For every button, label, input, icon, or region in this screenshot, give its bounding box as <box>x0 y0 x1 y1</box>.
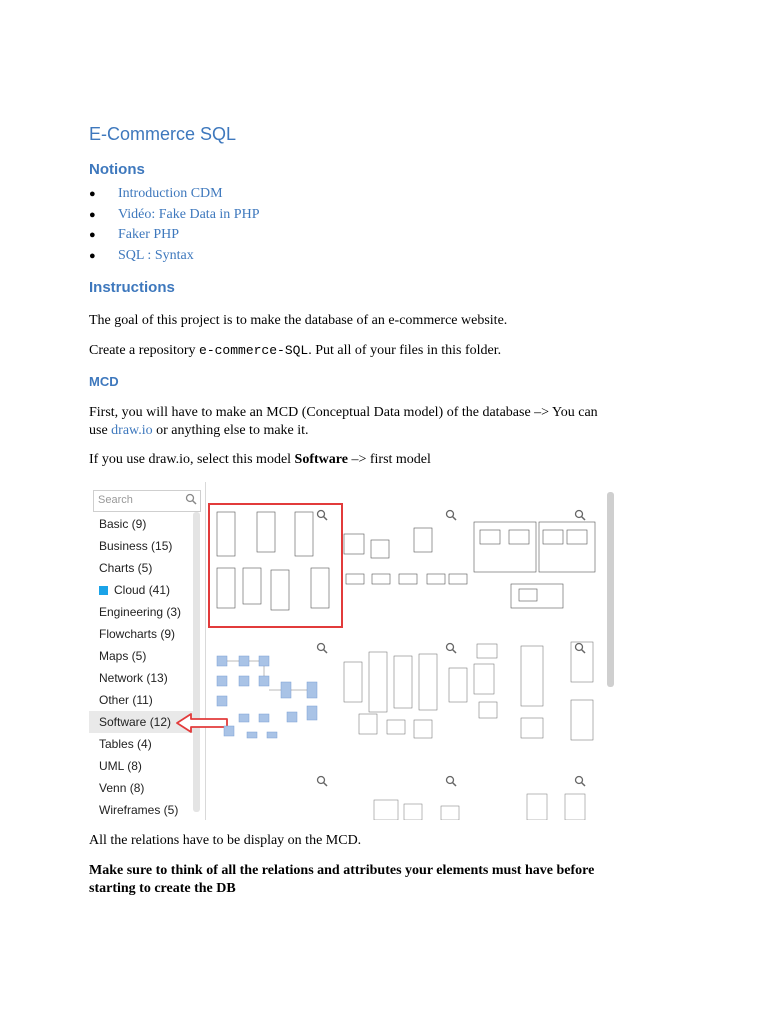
notion-link[interactable]: Faker PHP <box>118 227 180 242</box>
preview-icon[interactable] <box>316 775 328 787</box>
selected-template-highlight <box>208 503 343 628</box>
category-item[interactable]: UML (8) <box>99 759 142 773</box>
text-line <box>89 422 689 440</box>
bullet-icon: ● <box>89 249 96 262</box>
notion-link[interactable]: SQL : Syntax <box>118 247 194 263</box>
text-line: Make sure to think of all the relations and attributes your elements must have before <box>89 863 595 878</box>
text-line: First, you will have to make an MCD (Conceptual Data model) of the database –> You can <box>89 405 598 420</box>
category-item[interactable]: Maps (5) <box>99 649 147 663</box>
sidebar-scrollbar[interactable] <box>193 512 200 812</box>
preview-icon[interactable] <box>316 509 328 521</box>
category-item[interactable]: Engineering (3) <box>99 605 182 619</box>
drawio-link[interactable]: draw.io <box>111 423 153 438</box>
list-item <box>89 184 259 205</box>
bullet-icon: ● <box>89 229 96 241</box>
notion-link[interactable]: Introduction CDM <box>118 186 223 201</box>
category-item[interactable]: Wireframes (5) <box>99 803 179 817</box>
text-line: starting to create the DB <box>89 881 236 896</box>
category-item[interactable] <box>89 579 193 601</box>
search-input[interactable] <box>93 490 201 512</box>
repo-name-code: e-commerce-SQL <box>199 343 309 358</box>
category-item[interactable]: Business (15) <box>99 539 173 553</box>
template-sidebar <box>89 482 206 820</box>
text-span: use <box>89 423 112 438</box>
text-span: Create a repository <box>89 343 200 358</box>
mcd-paragraph-1 <box>89 404 689 440</box>
text-span: or anything else to make it. <box>152 423 309 438</box>
mcd-paragraph-2 <box>89 451 689 469</box>
category-list <box>89 513 193 820</box>
closing-paragraph-2 <box>89 862 689 898</box>
search-placeholder: Search <box>98 494 133 506</box>
category-item[interactable]: Basic (9) <box>99 517 147 531</box>
drawio-template-screenshot <box>89 482 617 820</box>
search-icon <box>185 493 197 505</box>
cloud-icon <box>99 586 108 595</box>
list-item <box>89 225 259 246</box>
software-bold: Software <box>294 452 348 467</box>
bullet-icon: ● <box>89 208 96 221</box>
list-item <box>89 246 259 267</box>
preview-icon[interactable] <box>445 775 457 787</box>
notion-link[interactable]: Vidéo: Fake Data in PHP <box>118 206 260 222</box>
category-item[interactable]: Tables (4) <box>99 737 152 751</box>
instructions-heading: Instructions <box>89 279 175 296</box>
preview-icon[interactable] <box>445 642 457 654</box>
instructions-paragraph-2 <box>89 342 689 360</box>
page-title: E-Commerce SQL <box>89 124 237 144</box>
instructions-paragraph-1: The goal of this project is to make the database of an e-commerce website. <box>89 313 508 328</box>
preview-icon[interactable] <box>574 775 586 787</box>
text-span: . Put all of your files in this folder. <box>308 343 502 358</box>
category-item[interactable]: Flowcharts (9) <box>99 627 176 641</box>
category-item[interactable]: Other (11) <box>99 693 153 707</box>
bullet-icon: ● <box>89 188 96 200</box>
closing-paragraph-1: All the relations have to be display on the MCD. <box>89 833 362 848</box>
category-item[interactable]: Charts (5) <box>99 561 153 575</box>
text-span: –> first model <box>347 452 431 467</box>
preview-icon[interactable] <box>574 642 586 654</box>
mcd-heading: MCD <box>89 374 119 389</box>
category-label: Cloud (41) <box>114 583 171 597</box>
text-span: If you use draw.io, select this model <box>89 452 295 467</box>
preview-icon[interactable] <box>445 509 457 521</box>
preview-icon[interactable] <box>574 509 586 521</box>
template-scrollbar[interactable] <box>607 492 614 687</box>
notions-heading: Notions <box>89 161 145 178</box>
notions-list <box>89 184 259 266</box>
category-item[interactable]: Network (13) <box>99 671 168 685</box>
preview-icon[interactable] <box>316 642 328 654</box>
category-item-selected[interactable]: Software (12) <box>89 711 193 733</box>
category-item[interactable]: Venn (8) <box>99 781 145 795</box>
list-item <box>89 205 259 226</box>
